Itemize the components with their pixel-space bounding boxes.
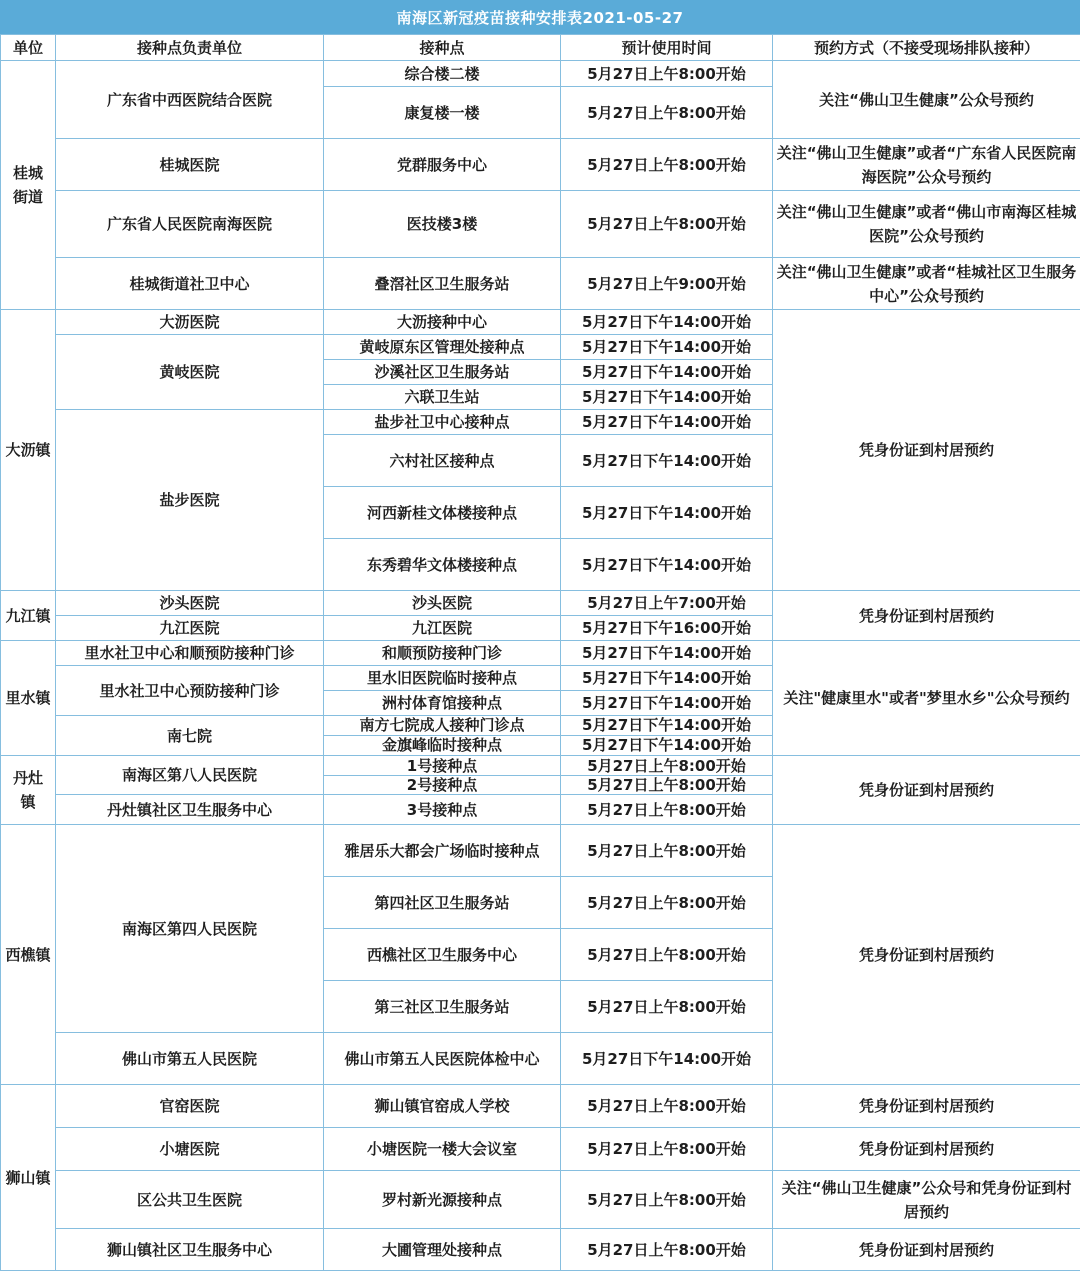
time-cell: 5月27日下午14:00开始: [561, 1033, 773, 1085]
unit-cell: 西樵镇: [1, 825, 56, 1085]
time-cell: 5月27日下午14:00开始: [561, 360, 773, 385]
unit-label: 丹灶 镇: [8, 766, 48, 814]
header-booking: 预约方式（不接受现场排队接种）: [773, 35, 1080, 61]
site-cell: 东秀碧华文体楼接种点: [324, 539, 561, 591]
table-row: [1, 191, 1080, 258]
site-cell: 党群服务中心: [324, 139, 561, 191]
time-cell: 5月27日上午8:00开始: [561, 981, 773, 1033]
time-cell: 5月27日下午14:00开始: [561, 716, 773, 736]
booking-cell: 凭身份证到村居预约: [773, 310, 1080, 591]
site-cell: 黄岐原东区管理处接种点: [324, 335, 561, 360]
header-unit: 单位: [1, 35, 56, 61]
site-cell: 罗村新光源接种点: [324, 1171, 561, 1229]
time-cell: 5月27日上午8:00开始: [561, 825, 773, 877]
unit-cell: [1, 756, 56, 825]
time-cell: 5月27日上午7:00开始: [561, 591, 773, 616]
site-cell: 西樵社区卫生服务中心: [324, 929, 561, 981]
site-cell: 佛山市第五人民医院体检中心: [324, 1033, 561, 1085]
time-cell: 5月27日上午8:00开始: [561, 795, 773, 825]
time-cell: 5月27日上午8:00开始: [561, 139, 773, 191]
table-row: [1, 258, 1080, 310]
header-responsible-unit: 接种点负责单位: [56, 35, 324, 61]
responsible-unit-cell: 区公共卫生医院: [56, 1171, 324, 1229]
time-cell: 5月27日下午14:00开始: [561, 310, 773, 335]
table-row: [1, 139, 1080, 191]
time-cell: 5月27日下午14:00开始: [561, 487, 773, 539]
site-cell: 第三社区卫生服务站: [324, 981, 561, 1033]
site-cell: 第四社区卫生服务站: [324, 877, 561, 929]
table-row: [1, 1085, 1080, 1128]
header-row: [1, 35, 1080, 61]
responsible-unit-cell: 佛山市第五人民医院: [56, 1033, 324, 1085]
site-cell: 南方七院成人接种门诊点: [324, 716, 561, 736]
unit-cell: 里水镇: [1, 641, 56, 756]
responsible-unit-cell: 南七院: [56, 716, 324, 756]
time-cell: 5月27日下午14:00开始: [561, 691, 773, 716]
site-cell: 综合楼二楼: [324, 61, 561, 87]
booking-cell: 关注“佛山卫生健康”公众号和凭身份证到村居预约: [773, 1171, 1080, 1229]
time-cell: 5月27日下午16:00开始: [561, 616, 773, 641]
table-row: [1, 825, 1080, 877]
booking-cell: 关注“佛山卫生健康”公众号预约: [773, 61, 1080, 139]
time-cell: 5月27日上午8:00开始: [561, 929, 773, 981]
site-cell: 河西新桂文体楼接种点: [324, 487, 561, 539]
table-row: [1, 1171, 1080, 1229]
time-cell: 5月27日下午14:00开始: [561, 641, 773, 666]
site-cell: 狮山镇官窑成人学校: [324, 1085, 561, 1128]
time-cell: 5月27日下午14:00开始: [561, 736, 773, 756]
booking-cell: 凭身份证到村居预约: [773, 825, 1080, 1085]
time-cell: 5月27日上午8:00开始: [561, 756, 773, 776]
site-cell: 沙头医院: [324, 591, 561, 616]
unit-cell: 大沥镇: [1, 310, 56, 591]
site-cell: 1号接种点: [324, 756, 561, 776]
site-cell: 盐步社卫中心接种点: [324, 410, 561, 435]
time-cell: 5月27日下午14:00开始: [561, 385, 773, 410]
booking-cell: 关注“佛山卫生健康”或者“广东省人民医院南海医院”公众号预约: [773, 139, 1080, 191]
unit-cell: 狮山镇: [1, 1085, 56, 1271]
table-row: [1, 641, 1080, 666]
time-cell: 5月27日下午14:00开始: [561, 410, 773, 435]
table-row: [1, 1229, 1080, 1271]
site-cell: 叠滘社区卫生服务站: [324, 258, 561, 310]
booking-cell: 凭身份证到村居预约: [773, 1229, 1080, 1271]
time-cell: 5月27日上午8:00开始: [561, 1085, 773, 1128]
time-cell: 5月27日上午8:00开始: [561, 1128, 773, 1171]
site-cell: 康复楼一楼: [324, 87, 561, 139]
table-row: [1, 310, 1080, 335]
responsible-unit-cell: 沙头医院: [56, 591, 324, 616]
booking-cell: 关注“佛山卫生健康”或者“桂城社区卫生服务中心”公众号预约: [773, 258, 1080, 310]
time-cell: 5月27日上午8:00开始: [561, 191, 773, 258]
site-cell: 3号接种点: [324, 795, 561, 825]
time-cell: 5月27日下午14:00开始: [561, 539, 773, 591]
unit-cell: 九江镇: [1, 591, 56, 641]
site-cell: 医技楼3楼: [324, 191, 561, 258]
table-row: [1, 1128, 1080, 1171]
header-site: 接种点: [324, 35, 561, 61]
booking-cell: 凭身份证到村居预约: [773, 591, 1080, 641]
site-cell: 沙溪社区卫生服务站: [324, 360, 561, 385]
responsible-unit-cell: 狮山镇社区卫生服务中心: [56, 1229, 324, 1271]
responsible-unit-cell: 桂城街道社卫中心: [56, 258, 324, 310]
site-cell: 里水旧医院临时接种点: [324, 666, 561, 691]
responsible-unit-cell: 南海区第八人民医院: [56, 756, 324, 795]
site-cell: 九江医院: [324, 616, 561, 641]
header-time: 预计使用时间: [561, 35, 773, 61]
time-cell: 5月27日上午8:00开始: [561, 61, 773, 87]
site-cell: 大沥接种中心: [324, 310, 561, 335]
table-title: 南海区新冠疫苗接种安排表2021-05-27: [0, 0, 1080, 34]
responsible-unit-cell: 盐步医院: [56, 410, 324, 591]
time-cell: 5月27日上午9:00开始: [561, 258, 773, 310]
responsible-unit-cell: 丹灶镇社区卫生服务中心: [56, 795, 324, 825]
site-cell: 大圃管理处接种点: [324, 1229, 561, 1271]
site-cell: 雅居乐大都会广场临时接种点: [324, 825, 561, 877]
responsible-unit-cell: 大沥医院: [56, 310, 324, 335]
responsible-unit-cell: 广东省中西医院结合医院: [56, 61, 324, 139]
responsible-unit-cell: 九江医院: [56, 616, 324, 641]
booking-cell: 凭身份证到村居预约: [773, 756, 1080, 825]
table-row: [1, 591, 1080, 616]
time-cell: 5月27日上午8:00开始: [561, 87, 773, 139]
unit-label: 桂城 街道: [8, 161, 48, 209]
time-cell: 5月27日下午14:00开始: [561, 335, 773, 360]
time-cell: 5月27日上午8:00开始: [561, 1171, 773, 1229]
booking-cell: 凭身份证到村居预约: [773, 1085, 1080, 1128]
site-cell: 小塘医院一楼大会议室: [324, 1128, 561, 1171]
time-cell: 5月27日下午14:00开始: [561, 666, 773, 691]
responsible-unit-cell: 里水社卫中心预防接种门诊: [56, 666, 324, 716]
time-cell: 5月27日上午8:00开始: [561, 877, 773, 929]
responsible-unit-cell: 广东省人民医院南海医院: [56, 191, 324, 258]
responsible-unit-cell: 小塘医院: [56, 1128, 324, 1171]
site-cell: 六村社区接种点: [324, 435, 561, 487]
booking-cell: 凭身份证到村居预约: [773, 1128, 1080, 1171]
time-cell: 5月27日上午8:00开始: [561, 776, 773, 795]
site-cell: 和顺预防接种门诊: [324, 641, 561, 666]
site-cell: 金旗峰临时接种点: [324, 736, 561, 756]
responsible-unit-cell: 南海区第四人民医院: [56, 825, 324, 1033]
site-cell: 洲村体育馆接种点: [324, 691, 561, 716]
responsible-unit-cell: 桂城医院: [56, 139, 324, 191]
time-cell: 5月27日下午14:00开始: [561, 435, 773, 487]
booking-cell: 关注"健康里水"或者"梦里水乡"公众号预约: [773, 641, 1080, 756]
responsible-unit-cell: 黄岐医院: [56, 335, 324, 410]
site-cell: 2号接种点: [324, 776, 561, 795]
vaccination-schedule-table: [0, 34, 1080, 1271]
table-row: [1, 756, 1080, 776]
time-cell: 5月27日上午8:00开始: [561, 1229, 773, 1271]
responsible-unit-cell: 里水社卫中心和顺预防接种门诊: [56, 641, 324, 666]
responsible-unit-cell: 官窑医院: [56, 1085, 324, 1128]
site-cell: 六联卫生站: [324, 385, 561, 410]
table-row: [1, 61, 1080, 87]
booking-cell: 关注“佛山卫生健康”或者“佛山市南海区桂城医院”公众号预约: [773, 191, 1080, 258]
unit-cell: [1, 61, 56, 310]
